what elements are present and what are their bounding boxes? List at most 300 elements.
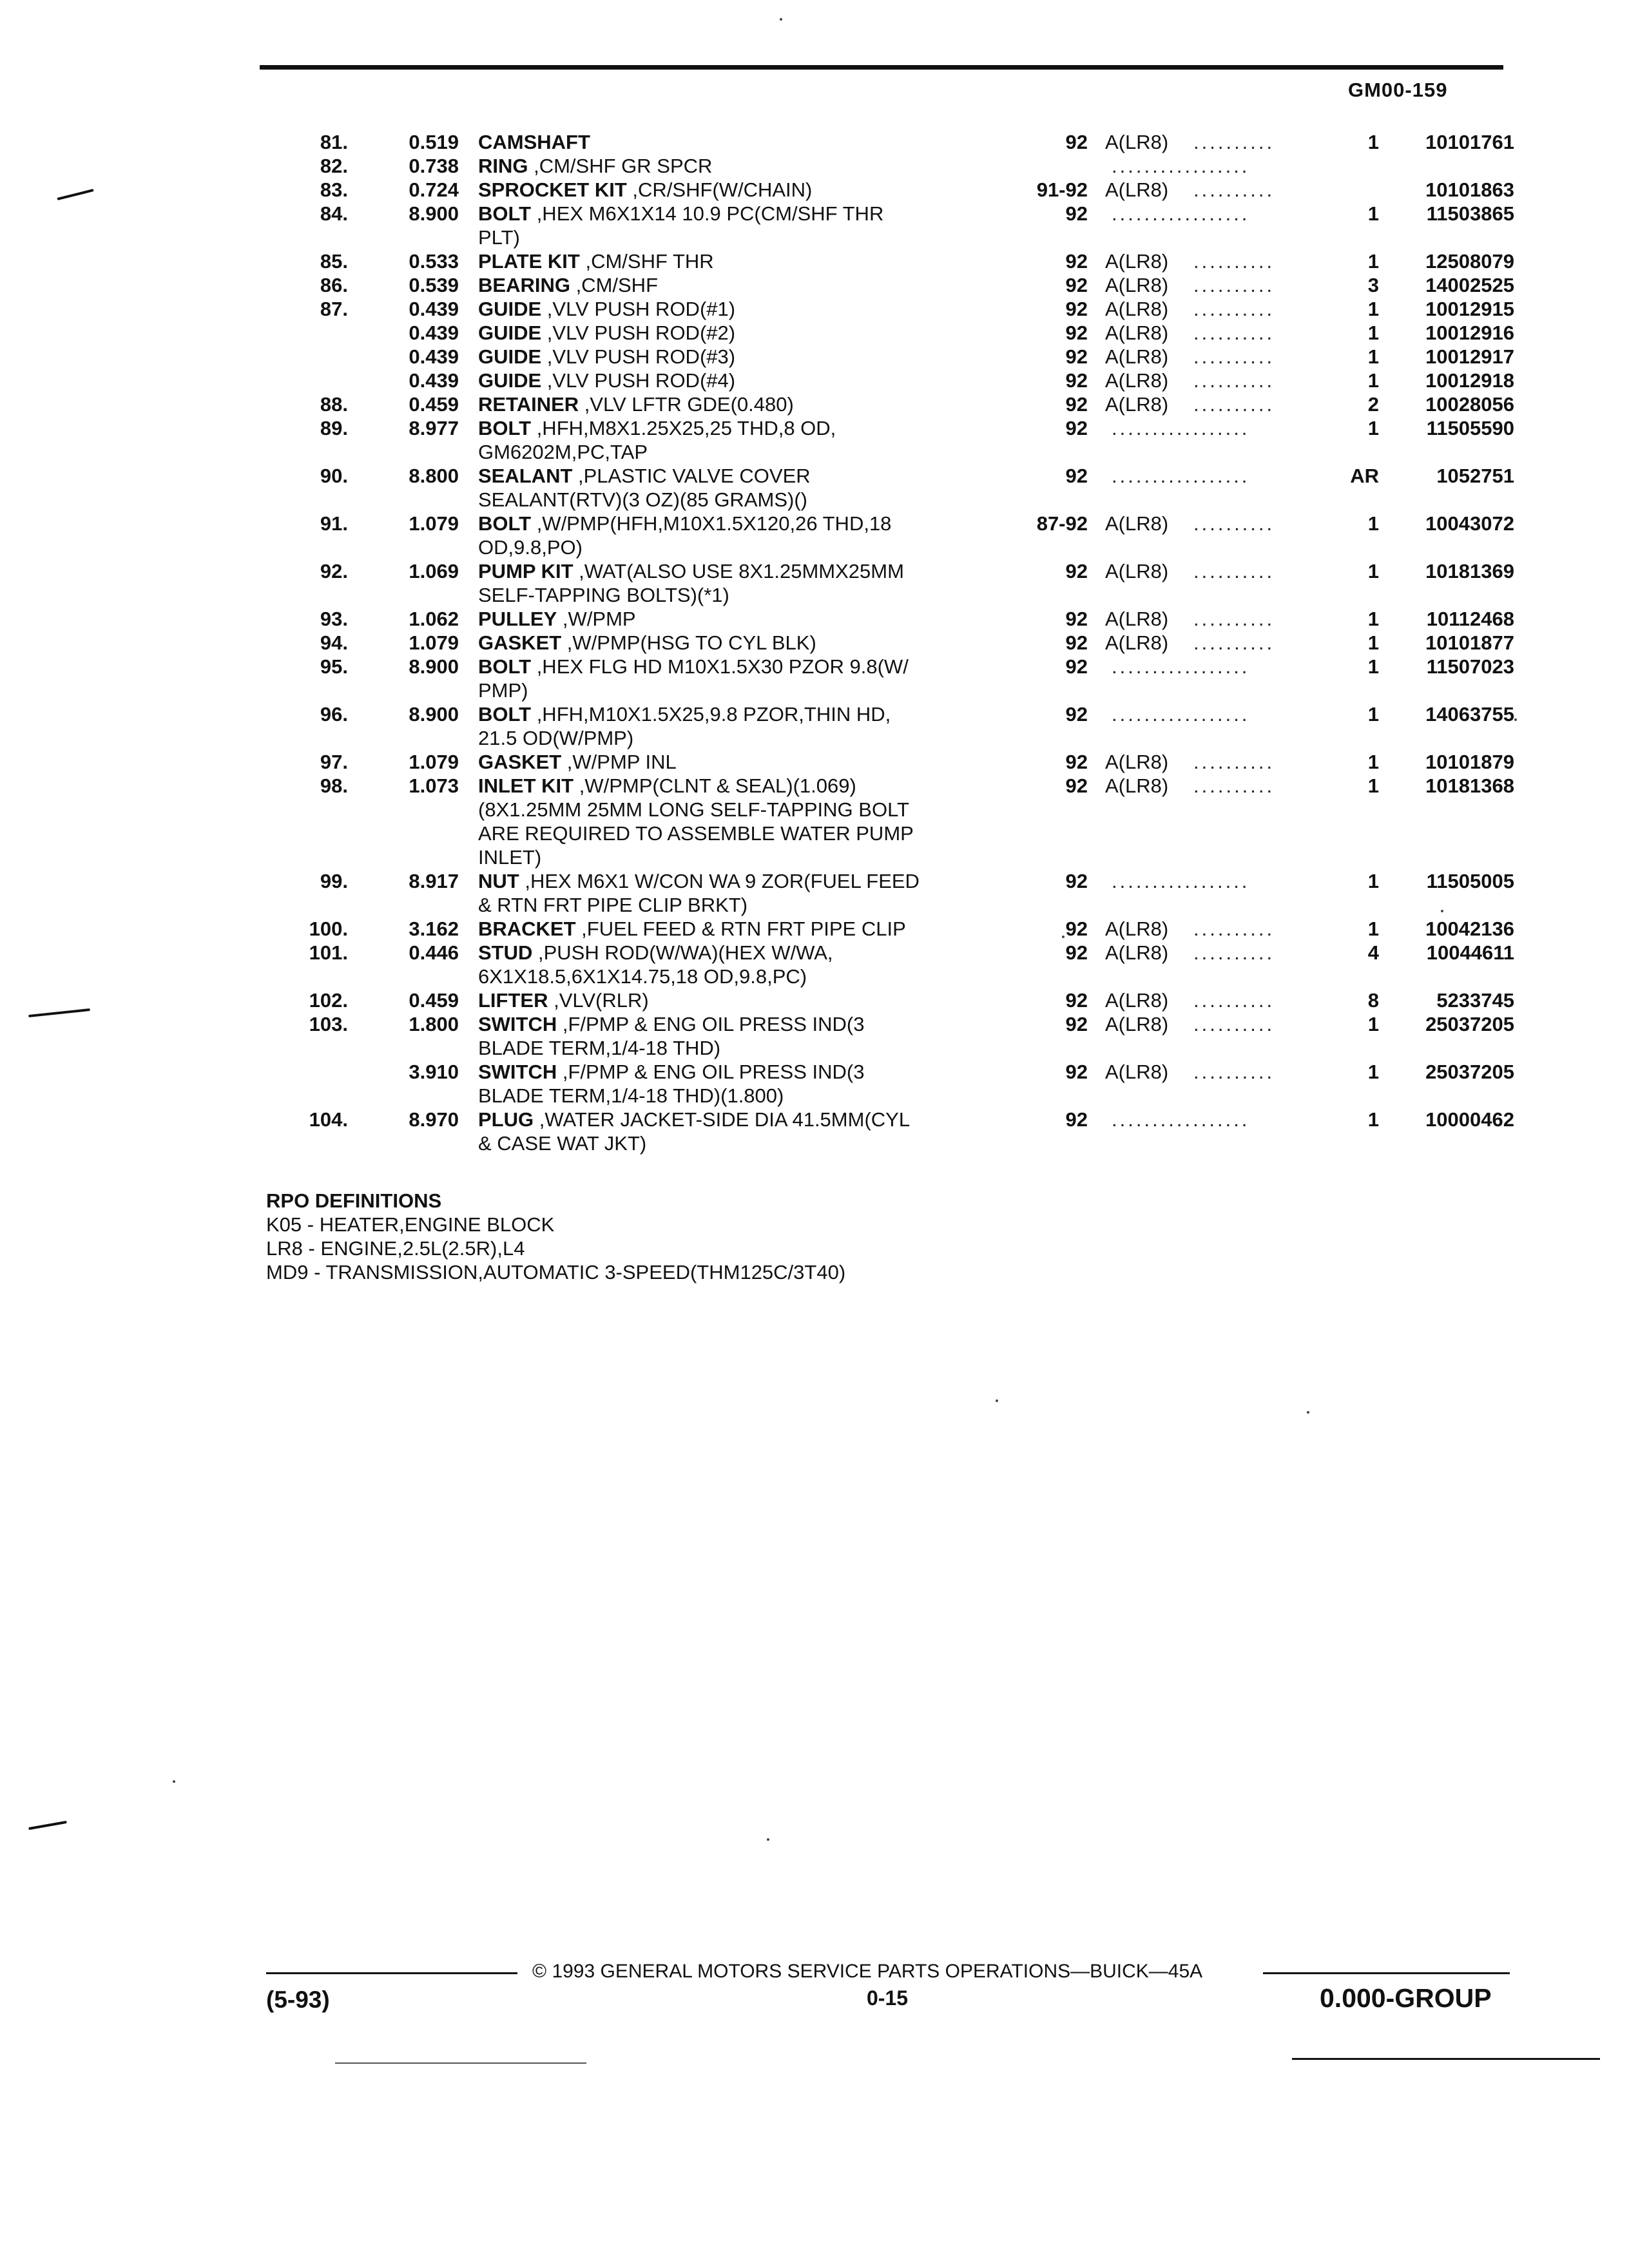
part-detail: ,W/PMP(CLNT & SEAL)(1.069) (8X1.25MM 25MM LONG SELF-TAPPING BOLT ARE REQUIRED TO ASSEMBLE WATER PUMP INLET) xyxy=(478,774,914,869)
part-description xyxy=(478,416,994,464)
quantity: 1 xyxy=(1367,250,1379,273)
quantity: 1 xyxy=(1367,560,1379,582)
speck xyxy=(767,1838,769,1841)
part-detail: ,WAT(ALSO USE 8X1.25MMX25MM SELF-TAPPING BOLTS)(*1) xyxy=(478,560,904,606)
quantity: 1 xyxy=(1367,512,1379,535)
group-number: 8.977 xyxy=(409,417,459,439)
item-number: 103. xyxy=(309,1013,348,1035)
part-detail: ,F/PMP & ENG OIL PRESS IND(3 BLADE TERM,1/4-18 THD) xyxy=(478,1013,865,1059)
part-number: 14063755 xyxy=(1425,703,1514,726)
part-detail: ,VLV(RLR) xyxy=(548,989,649,1012)
part-name: PLATE KIT xyxy=(478,250,580,273)
part-description xyxy=(478,917,994,941)
parts-row xyxy=(284,774,1514,869)
part-number: 11503865 xyxy=(1426,202,1514,225)
model-year: 92 xyxy=(1065,774,1088,797)
part-number: 1052751 xyxy=(1436,465,1514,487)
scan-line xyxy=(1292,2058,1600,2060)
group-number: 0.439 xyxy=(409,369,459,392)
option-code: A(LR8) xyxy=(1105,250,1169,273)
item-number: 83. xyxy=(320,178,348,201)
part-number: 10043072 xyxy=(1425,512,1514,535)
quantity: 1 xyxy=(1367,1061,1379,1083)
leader-dots: .......... xyxy=(1193,131,1275,153)
part-description xyxy=(478,392,994,416)
item-number: 84. xyxy=(320,202,348,225)
part-detail: ,F/PMP & ENG OIL PRESS IND(3 BLADE TERM,1/4-18 THD)(1.800) xyxy=(478,1061,865,1107)
item-number: 82. xyxy=(320,155,348,177)
item-number: 102. xyxy=(309,989,348,1012)
parts-row xyxy=(284,702,1514,750)
group-number: 0.439 xyxy=(409,345,459,368)
group-number: 8.900 xyxy=(409,655,459,678)
part-description xyxy=(478,559,994,607)
part-detail: ,PUSH ROD(W/WA)(HEX W/WA, 6X1X18.5,6X1X14.75,18 OD,9.8,PC) xyxy=(478,941,833,988)
option-code: A(LR8) xyxy=(1105,345,1169,368)
part-detail: ,CM/SHF xyxy=(570,274,659,296)
part-detail: ,VLV PUSH ROD(#3) xyxy=(541,345,736,368)
leader-dots: .......... xyxy=(1193,1061,1275,1083)
item-number: 89. xyxy=(320,417,348,439)
item-number: 96. xyxy=(320,703,348,726)
part-detail: ,FUEL FEED & RTN FRT PIPE CLIP xyxy=(575,918,906,940)
leader-dots: .......... xyxy=(1193,250,1275,273)
part-number: 10012918 xyxy=(1425,369,1514,392)
leader-dots: .......... xyxy=(1193,393,1275,416)
speck xyxy=(173,1780,175,1783)
group-number: 1.079 xyxy=(409,631,459,654)
rpo-item: LR8 - ENGINE,2.5L(2.5R),L4 xyxy=(266,1237,525,1260)
part-detail: ,HEX FLG HD M10X1.5X30 PZOR 9.8(W/ PMP) xyxy=(478,655,909,702)
part-name: BOLT xyxy=(478,655,532,678)
part-description xyxy=(478,321,994,345)
parts-row xyxy=(284,297,1514,321)
part-number: 11505005 xyxy=(1426,870,1514,892)
part-name: GUIDE xyxy=(478,345,542,368)
header-rule xyxy=(260,65,1503,70)
model-year: 87-92 xyxy=(1036,512,1088,535)
part-name: STUD xyxy=(478,941,533,964)
part-number: 10181369 xyxy=(1425,560,1514,582)
model-year: 92 xyxy=(1065,870,1088,892)
catalog-code: GM00-159 xyxy=(1348,79,1448,101)
leader-dots: .......... xyxy=(1193,941,1275,964)
leader-dots: .......... xyxy=(1193,560,1275,582)
model-year: 92 xyxy=(1065,751,1088,773)
group-number: 3.162 xyxy=(409,918,459,940)
item-number: 93. xyxy=(320,608,348,630)
quantity: 4 xyxy=(1367,941,1379,964)
option-code: A(LR8) xyxy=(1105,1013,1169,1035)
model-year: 92 xyxy=(1065,202,1088,225)
model-year: 92 xyxy=(1065,655,1088,678)
group-number: 0.724 xyxy=(409,178,459,201)
parts-row xyxy=(284,750,1514,774)
binding-mark xyxy=(28,1008,90,1017)
quantity: 1 xyxy=(1367,774,1379,797)
part-detail: ,VLV PUSH ROD(#4) xyxy=(541,369,736,392)
part-description xyxy=(478,273,994,297)
model-year: 92 xyxy=(1065,322,1088,344)
model-year: 92 xyxy=(1065,1108,1088,1131)
part-detail: ,VLV LFTR GDE(0.480) xyxy=(579,393,794,416)
leader-dots: .......... xyxy=(1193,918,1275,940)
item-number: 90. xyxy=(320,465,348,487)
part-detail: ,CR/SHF(W/CHAIN) xyxy=(626,178,813,201)
option-code: A(LR8) xyxy=(1105,774,1169,797)
part-description xyxy=(478,869,994,917)
part-detail: ,HFH,M8X1.25X25,25 THD,8 OD, GM6202M,PC,TAP xyxy=(478,417,836,463)
parts-row xyxy=(284,249,1514,273)
model-year: 92 xyxy=(1065,274,1088,296)
part-name: GASKET xyxy=(478,631,562,654)
model-year: 92 xyxy=(1065,941,1088,964)
group-number: 0.519 xyxy=(409,131,459,153)
rpo-title: RPO DEFINITIONS xyxy=(266,1189,442,1212)
group-number: 8.900 xyxy=(409,703,459,726)
part-name: SWITCH xyxy=(478,1013,557,1035)
leader-dots: ................. xyxy=(1112,155,1250,177)
option-code: A(LR8) xyxy=(1105,274,1169,296)
model-year: 92 xyxy=(1065,131,1088,153)
leader-dots: ................. xyxy=(1112,870,1250,892)
group-number: 1.079 xyxy=(409,512,459,535)
model-year: 92 xyxy=(1065,393,1088,416)
parts-row xyxy=(284,1060,1514,1108)
group-number: 8.970 xyxy=(409,1108,459,1131)
leader-dots: ................. xyxy=(1112,655,1250,678)
item-number: 91. xyxy=(320,512,348,535)
part-number: 25037205 xyxy=(1425,1061,1514,1083)
speck xyxy=(780,18,782,21)
part-number: 10012916 xyxy=(1425,322,1514,344)
part-number: 10112468 xyxy=(1426,608,1514,630)
group-number: 0.738 xyxy=(409,155,459,177)
option-code: A(LR8) xyxy=(1105,178,1169,201)
part-number: 10101879 xyxy=(1425,751,1514,773)
quantity: 2 xyxy=(1367,393,1379,416)
model-year: 92 xyxy=(1065,1061,1088,1083)
model-year: 92 xyxy=(1065,631,1088,654)
model-year: 92 xyxy=(1065,703,1088,726)
quantity: 1 xyxy=(1367,369,1379,392)
revision-date: (5-93) xyxy=(266,1986,330,2013)
item-number: 87. xyxy=(320,298,348,320)
footer-rule-left xyxy=(266,1972,517,1974)
parts-row xyxy=(284,321,1514,345)
leader-dots: .......... xyxy=(1193,989,1275,1012)
quantity: 1 xyxy=(1367,703,1379,726)
parts-row xyxy=(284,988,1514,1012)
part-number: 10012915 xyxy=(1425,298,1514,320)
item-number: 98. xyxy=(320,774,348,797)
part-name: BOLT xyxy=(478,202,532,225)
speck xyxy=(1514,718,1517,721)
part-description xyxy=(478,202,994,249)
model-year: 92 xyxy=(1065,250,1088,273)
leader-dots: .......... xyxy=(1193,178,1275,201)
part-detail: ,W/PMP INL xyxy=(561,751,677,773)
part-name: BOLT xyxy=(478,512,532,535)
leader-dots: .......... xyxy=(1193,1013,1275,1035)
part-description xyxy=(478,512,994,559)
leader-dots: .......... xyxy=(1193,298,1275,320)
part-description xyxy=(478,464,994,512)
part-name: GASKET xyxy=(478,751,562,773)
model-year: 92 xyxy=(1065,1013,1088,1035)
part-detail: ,PLASTIC VALVE COVER SEALANT(RTV)(3 OZ)(85 GRAMS)() xyxy=(478,465,811,511)
leader-dots: .......... xyxy=(1193,631,1275,654)
group-number: 8.917 xyxy=(409,870,459,892)
part-name: INLET KIT xyxy=(478,774,574,797)
part-description xyxy=(478,702,994,750)
quantity: 1 xyxy=(1367,131,1379,153)
part-name: SWITCH xyxy=(478,1061,557,1083)
group-number: 8.900 xyxy=(409,202,459,225)
group-number: 1.069 xyxy=(409,560,459,582)
page-number: 0-15 xyxy=(867,1986,909,2010)
part-description xyxy=(478,750,994,774)
item-number: 88. xyxy=(320,393,348,416)
option-code: A(LR8) xyxy=(1105,1061,1169,1083)
quantity: 1 xyxy=(1367,322,1379,344)
option-code: A(LR8) xyxy=(1105,393,1169,416)
parts-row xyxy=(284,941,1514,988)
part-number: 10101877 xyxy=(1425,631,1514,654)
part-number: 10044611 xyxy=(1426,941,1514,964)
item-number: 85. xyxy=(320,250,348,273)
part-description xyxy=(478,345,994,369)
part-number: 10181368 xyxy=(1425,774,1514,797)
part-number: 10012917 xyxy=(1425,345,1514,368)
leader-dots: ................. xyxy=(1112,1108,1250,1131)
group-number: 0.446 xyxy=(409,941,459,964)
group-number: 1.062 xyxy=(409,608,459,630)
leader-dots: ................. xyxy=(1112,703,1250,726)
group-number: 0.439 xyxy=(409,298,459,320)
quantity: 1 xyxy=(1367,751,1379,773)
option-code: A(LR8) xyxy=(1105,989,1169,1012)
speck xyxy=(1307,1411,1309,1414)
leader-dots: .......... xyxy=(1193,345,1275,368)
part-description xyxy=(478,130,994,154)
parts-row xyxy=(284,345,1514,369)
parts-row xyxy=(284,154,1514,178)
quantity: AR xyxy=(1350,465,1379,487)
option-code: A(LR8) xyxy=(1105,131,1169,153)
part-name: BEARING xyxy=(478,274,570,296)
parts-row xyxy=(284,416,1514,464)
part-number: 10028056 xyxy=(1425,393,1514,416)
part-description xyxy=(478,988,994,1012)
part-name: GUIDE xyxy=(478,322,542,344)
footer-rule-right xyxy=(1263,1972,1510,1974)
part-detail: ,HEX M6X1X14 10.9 PC(CM/SHF THR PLT) xyxy=(478,202,884,249)
quantity: 1 xyxy=(1367,1108,1379,1131)
part-description xyxy=(478,941,994,988)
parts-row xyxy=(284,178,1514,202)
part-number: 14002525 xyxy=(1425,274,1514,296)
rpo-item: MD9 - TRANSMISSION,AUTOMATIC 3-SPEED(THM125C/3T40) xyxy=(266,1261,846,1283)
quantity: 1 xyxy=(1367,298,1379,320)
part-name: GUIDE xyxy=(478,298,542,320)
group-number: 1.079 xyxy=(409,751,459,773)
quantity: 1 xyxy=(1367,202,1379,225)
parts-row xyxy=(284,1012,1514,1060)
part-description xyxy=(478,631,994,655)
parts-row xyxy=(284,655,1514,702)
part-detail: ,VLV PUSH ROD(#1) xyxy=(541,298,736,320)
part-name: BOLT xyxy=(478,703,532,726)
part-description xyxy=(478,178,994,202)
option-code: A(LR8) xyxy=(1105,298,1169,320)
quantity: 1 xyxy=(1367,655,1379,678)
model-year: 92 xyxy=(1065,298,1088,320)
part-description xyxy=(478,774,994,869)
part-number: 25037205 xyxy=(1425,1013,1514,1035)
model-year: 92 xyxy=(1065,465,1088,487)
quantity: 1 xyxy=(1367,631,1379,654)
option-code: A(LR8) xyxy=(1105,560,1169,582)
part-detail: ,W/PMP xyxy=(557,608,636,630)
parts-row xyxy=(284,369,1514,392)
leader-dots: .......... xyxy=(1193,369,1275,392)
speck xyxy=(1441,910,1443,912)
item-number: 86. xyxy=(320,274,348,296)
item-number: 95. xyxy=(320,655,348,678)
group-number: 0.439 xyxy=(409,322,459,344)
group-number: 0.459 xyxy=(409,393,459,416)
part-name: NUT xyxy=(478,870,519,892)
part-description xyxy=(478,1060,994,1108)
leader-dots: .......... xyxy=(1193,274,1275,296)
part-number: 12508079 xyxy=(1425,250,1514,273)
parts-row xyxy=(284,917,1514,941)
part-number: 10101761 xyxy=(1425,131,1514,153)
group-number: 8.800 xyxy=(409,465,459,487)
group-number: 0.533 xyxy=(409,250,459,273)
part-name: PUMP KIT xyxy=(478,560,574,582)
part-detail: ,W/PMP(HFH,M10X1.5X120,26 THD,18 OD,9.8,PO) xyxy=(478,512,892,559)
item-number: 104. xyxy=(309,1108,348,1131)
parts-row xyxy=(284,464,1514,512)
part-name: PLUG xyxy=(478,1108,534,1131)
part-detail: ,HFH,M10X1.5X25,9.8 PZOR,THIN HD, 21.5 OD(W/PMP) xyxy=(478,703,891,749)
parts-row xyxy=(284,273,1514,297)
item-number: 92. xyxy=(320,560,348,582)
leader-dots: .......... xyxy=(1193,322,1275,344)
part-number: 11507023 xyxy=(1426,655,1514,678)
part-number: 11505590 xyxy=(1426,417,1514,439)
item-number: 101. xyxy=(309,941,348,964)
parts-row xyxy=(284,130,1514,154)
model-year: 91-92 xyxy=(1036,178,1088,201)
item-number: 99. xyxy=(320,870,348,892)
part-name: BRACKET xyxy=(478,918,576,940)
quantity: 3 xyxy=(1367,274,1379,296)
option-code: A(LR8) xyxy=(1105,918,1169,940)
parts-row xyxy=(284,559,1514,607)
speck xyxy=(996,1399,998,1402)
part-name: BOLT xyxy=(478,417,532,439)
group-code: 0.000-GROUP xyxy=(1320,1983,1492,2013)
part-number: 10000462 xyxy=(1425,1108,1514,1131)
leader-dots: ................. xyxy=(1112,417,1250,439)
part-name: SEALANT xyxy=(478,465,573,487)
part-description xyxy=(478,655,994,702)
model-year: 92 xyxy=(1065,608,1088,630)
item-number: 100. xyxy=(309,918,348,940)
model-year: 92 xyxy=(1065,369,1088,392)
model-year: 92 xyxy=(1065,345,1088,368)
option-code: A(LR8) xyxy=(1105,631,1169,654)
part-name: CAMSHAFT xyxy=(478,131,590,153)
group-number: 1.073 xyxy=(409,774,459,797)
binding-mark xyxy=(57,189,93,200)
group-number: 1.800 xyxy=(409,1013,459,1035)
quantity: 1 xyxy=(1367,1013,1379,1035)
model-year: 92 xyxy=(1065,918,1088,940)
speck xyxy=(1062,936,1065,938)
part-detail: ,HEX M6X1 W/CON WA 9 ZOR(FUEL FEED & RTN FRT PIPE CLIP BRKT) xyxy=(478,870,920,916)
leader-dots: ................. xyxy=(1112,202,1250,225)
option-code: A(LR8) xyxy=(1105,608,1169,630)
part-description xyxy=(478,297,994,321)
rpo-definitions xyxy=(266,1189,845,1284)
leader-dots: .......... xyxy=(1193,774,1275,797)
item-number: 81. xyxy=(320,131,348,153)
part-detail: ,CM/SHF THR xyxy=(579,250,714,273)
parts-row xyxy=(284,869,1514,917)
quantity: 1 xyxy=(1367,870,1379,892)
part-name: LIFTER xyxy=(478,989,548,1012)
quantity: 1 xyxy=(1367,918,1379,940)
leader-dots: .......... xyxy=(1193,751,1275,773)
quantity: 1 xyxy=(1367,608,1379,630)
part-number: 10042136 xyxy=(1425,918,1514,940)
option-code: A(LR8) xyxy=(1105,941,1169,964)
quantity: 1 xyxy=(1367,417,1379,439)
part-detail: ,W/PMP(HSG TO CYL BLK) xyxy=(561,631,816,654)
part-name: GUIDE xyxy=(478,369,542,392)
parts-row xyxy=(284,202,1514,249)
leader-dots: ................. xyxy=(1112,465,1250,487)
quantity: 8 xyxy=(1367,989,1379,1012)
part-detail: ,WATER JACKET-SIDE DIA 41.5MM(CYL & CASE WAT JKT) xyxy=(478,1108,911,1155)
group-number: 0.459 xyxy=(409,989,459,1012)
parts-row xyxy=(284,1108,1514,1155)
leader-dots: .......... xyxy=(1193,608,1275,630)
binding-mark xyxy=(28,1821,67,1830)
part-name: RETAINER xyxy=(478,393,579,416)
part-description xyxy=(478,369,994,392)
leader-dots: .......... xyxy=(1193,512,1275,535)
copyright-notice: © 1993 GENERAL MOTORS SERVICE PARTS OPERATIONS—BUICK—45A xyxy=(532,1961,1203,1982)
part-name: SPROCKET KIT xyxy=(478,178,627,201)
group-number: 3.910 xyxy=(409,1061,459,1083)
item-number: 97. xyxy=(320,751,348,773)
option-code: A(LR8) xyxy=(1105,322,1169,344)
parts-row xyxy=(284,607,1514,631)
part-description xyxy=(478,607,994,631)
model-year: 92 xyxy=(1065,989,1088,1012)
part-name: PULLEY xyxy=(478,608,557,630)
part-number: 10101863 xyxy=(1425,178,1514,201)
part-detail: ,CM/SHF GR SPCR xyxy=(528,155,713,177)
parts-list xyxy=(284,130,1514,1155)
part-description xyxy=(478,249,994,273)
part-number: 5233745 xyxy=(1436,989,1514,1012)
